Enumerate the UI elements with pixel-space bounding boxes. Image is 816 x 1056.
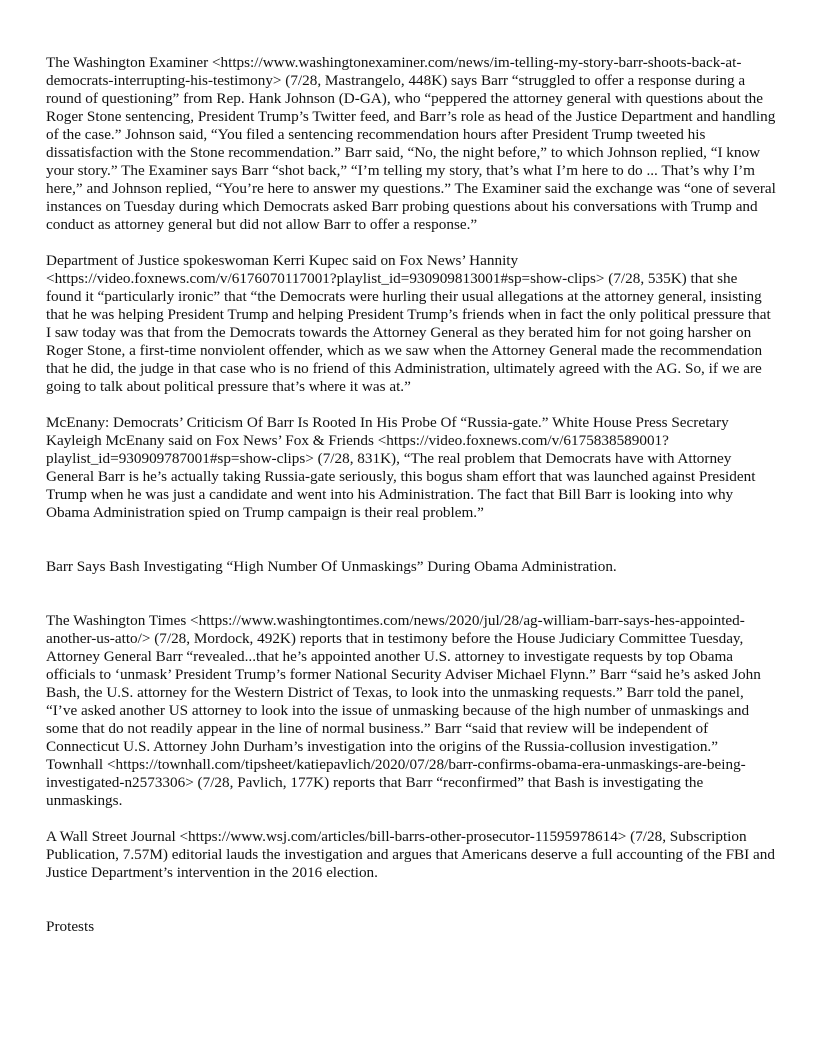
document-page — [46, 54, 776, 936]
paragraph-washington-times: The Washington Times <https://www.washingtontimes.com/news/2020/jul/28/ag-william-barr-says-hes-appointed-another-us-atto/> (7/28, Mordock, 492K) reports that in testimony before the House Judiciary Committee Tuesday, Attorney General Barr “revealed...that he’s appointed another U.S. attorney to investigate requests by top Obama officials to ‘unmask’ President Trump’s former National Security Adviser Michael Flynn.” Barr “said he’s asked John Bash, the U.S. attorney for the Western District of Texas, to look into the unmasking requests.” Barr told the panel, “I’ve asked another US attorney to look into the issue of unmasking because of the high number of unmaskings and some that do not readily appear in the line of normal business.” Barr “said that review will be independent of Connecticut U.S. Attorney John Durham’s investigation into the origins of the Russia-collusion investigation.” Townhall <https://townhall.com/tipsheet/katiepavlich/2020/07/28/barr-confirms-obama-era-unmaskings-are-being-investigated-n2573306> (7/28, Pavlich, 177K) reports that Barr “reconfirmed” that Bash is investigating the unmaskings. — [46, 612, 761, 809]
section-heading-protests: Protests — [46, 918, 95, 935]
paragraph-kupec-hannity: Department of Justice spokeswoman Kerri Kupec said on Fox News’ Hannity <https://video.foxnews.com/v/6176070117001?playlist_id=930909813001#sp=show-clips> (7/28, 535K) that she found it “particularly ironic” that “the Democrats were hurling their usual allegations at the attorney general, insisting that he was helping President Trump and helping President Trump’s friends when in fact the only political pressure that I saw today was that from the Democrats towards the Attorney General as they berated him for not going harsher on Roger Stone, a first-time nonviolent offender, which as we saw when the Attorney General made the recommendation that he did, the judge in that case who is no friend of this Administration, ultimately agreed with the AG. So, if we are going to talk about political pressure that’s where it was at.” — [46, 252, 771, 395]
paragraph-wsj-editorial: A Wall Street Journal <https://www.wsj.com/articles/bill-barrs-other-prosecutor-11595978614> (7/28, Subscription Publication, 7.57M) editorial lauds the investigation and argues that Americans deserve a full accounting of the FBI and Justice Department’s intervention in the 2016 election. — [46, 828, 775, 881]
paragraph-washington-examiner: The Washington Examiner <https://www.washingtonexaminer.com/news/im-telling-my-story-barr-shoots-back-at-democrats-interrupting-his-testimony> (7/28, Mastrangelo, 448K) says Barr “struggled to offer a response during a round of questioning” from Rep. Hank Johnson (D-GA), who “peppered the attorney general with questions about the Roger Stone sentencing, President Trump’s Twitter feed, and Barr’s role as head of the Justice Department and handling of the case.” Johnson said, “You filed a sentencing recommendation hours after President Trump tweeted his dissatisfaction with the Stone recommendation.” Barr said, “No, the night before,” to which Johnson replied, “I know your story.” The Examiner says Barr “shot back,” “I’m telling my story, that’s what I’m here to do ... That’s why I’m here,” and Johnson replied, “You’re here to answer my questions.” The Examiner said the exchange was “one of several instances on Tuesday during which Democrats asked Barr probing questions about his conversations with Trump and conduct as attorney general but did not allow Barr to offer a response.” — [46, 54, 776, 233]
paragraph-mcenany: McEnany: Democrats’ Criticism Of Barr Is Rooted In His Probe Of “Russia-gate.” White House Press Secretary Kayleigh McEnany said on Fox News’ Fox & Friends <https://video.foxnews.com/v/6175838589001?playlist_id=930909787001#sp=show-clips> (7/28, 831K), “The real problem that Democrats have with Attorney General Barr is he’s actually taking Russia-gate seriously, this bogus sham effort that was launched against President Trump when he was just a candidate and went into his Administration. The fact that Bill Barr is looking into why Obama Administration spied on Trump campaign is their real problem.” — [46, 414, 756, 521]
headline-unmaskings: Barr Says Bash Investigating “High Number Of Unmaskings” During Obama Administration. — [46, 558, 617, 575]
